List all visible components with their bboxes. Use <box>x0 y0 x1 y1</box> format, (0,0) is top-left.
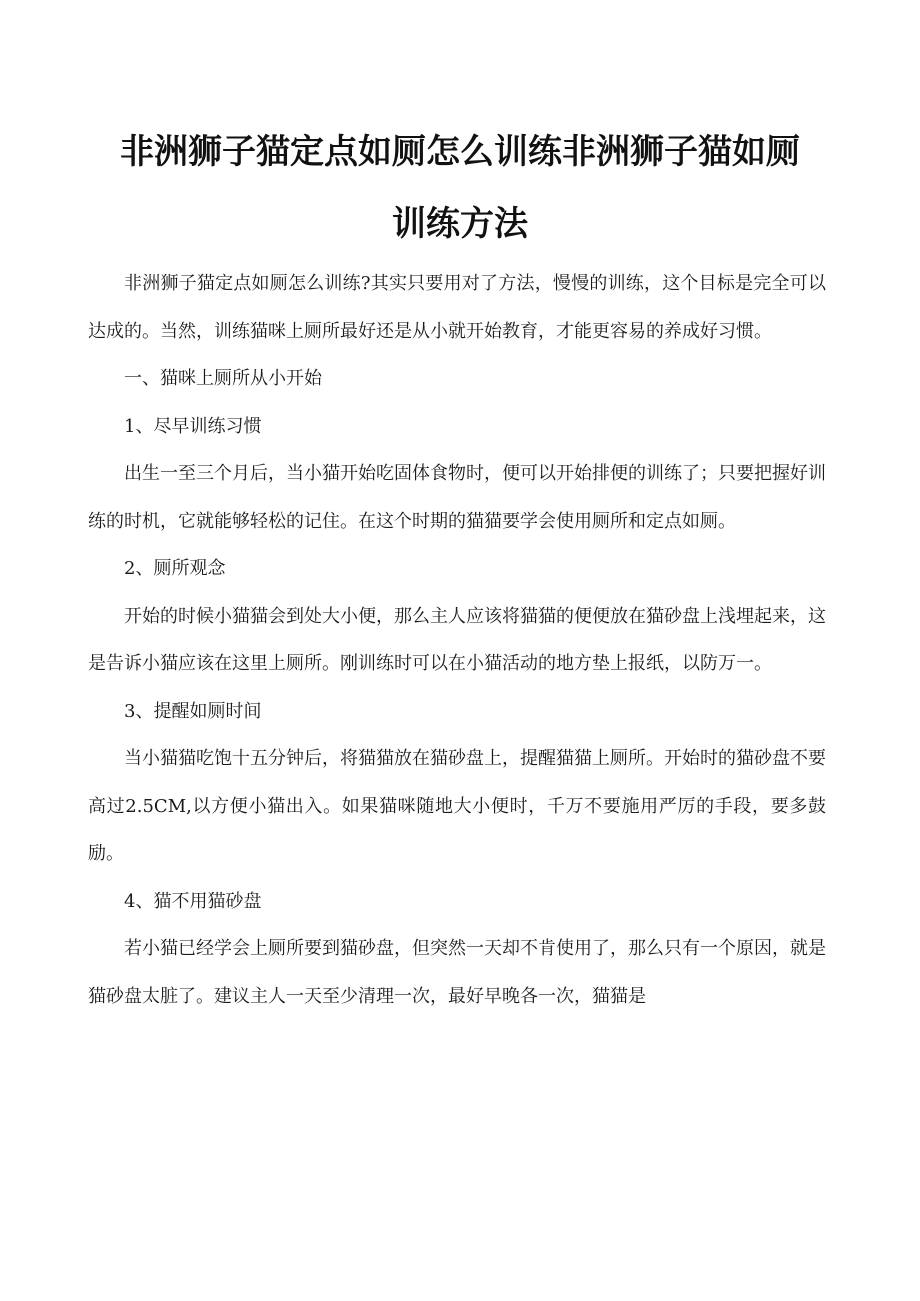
section-heading-1: 一、猫咪上厕所从小开始 <box>124 368 322 389</box>
subsection-heading-2: 2、厕所观念 <box>124 558 226 579</box>
body-paragraph-4: 若小猫已经学会上厕所要到猫砂盘，但突然一天却不肯使用了，那么只有一个原因，就是猫砂盘太脏了。建议主人一天至少清理一次，最好早晚各一次，猫猫是 <box>88 938 826 1007</box>
subsection-heading-3: 3、提醒如厕时间 <box>124 700 262 722</box>
intro-paragraph: 非洲狮子猫定点如厕怎么训练?其实只要用对了方法，慢慢的训练，这个目标是完全可以达成的。当然，训练猫咪上厕所最好还是从小就开始教育，才能更容易的养成好习惯。 <box>88 273 826 342</box>
subsection-heading-1: 1、尽早训练习惯 <box>124 415 262 437</box>
subsection-heading-4: 4、猫不用猫砂盘 <box>124 890 262 912</box>
body-paragraph-2: 开始的时候小猫猫会到处大小便，那么主人应该将猫猫的便便放在猫砂盘上浅埋起来，这是告诉小猫应该在这里上厕所。刚训练时可以在小猫活动的地方垫上报纸，以防万一。 <box>88 605 826 674</box>
document-body <box>88 260 826 1020</box>
document-title-line-1: 非洲狮子猫定点如厕怎么训练非洲狮子猫如厕 <box>120 132 800 172</box>
document-title-line-2: 训练方法 <box>392 204 528 244</box>
body-paragraph-3: 当小猫猫吃饱十五分钟后，将猫猫放在猫砂盘上，提醒猫猫上厕所。开始时的猫砂盘不要高过2.5CM,以方便小猫出入。如果猫咪随地大小便时，千万不要施用严厉的手段，要多鼓励。 <box>88 748 827 864</box>
body-paragraph-1: 出生一至三个月后，当小猫开始吃固体食物时，便可以开始排便的训练了；只要把握好训练的时机，它就能够轻松的记住。在这个时期的猫猫要学会使用厕所和定点如厕。 <box>88 463 826 532</box>
